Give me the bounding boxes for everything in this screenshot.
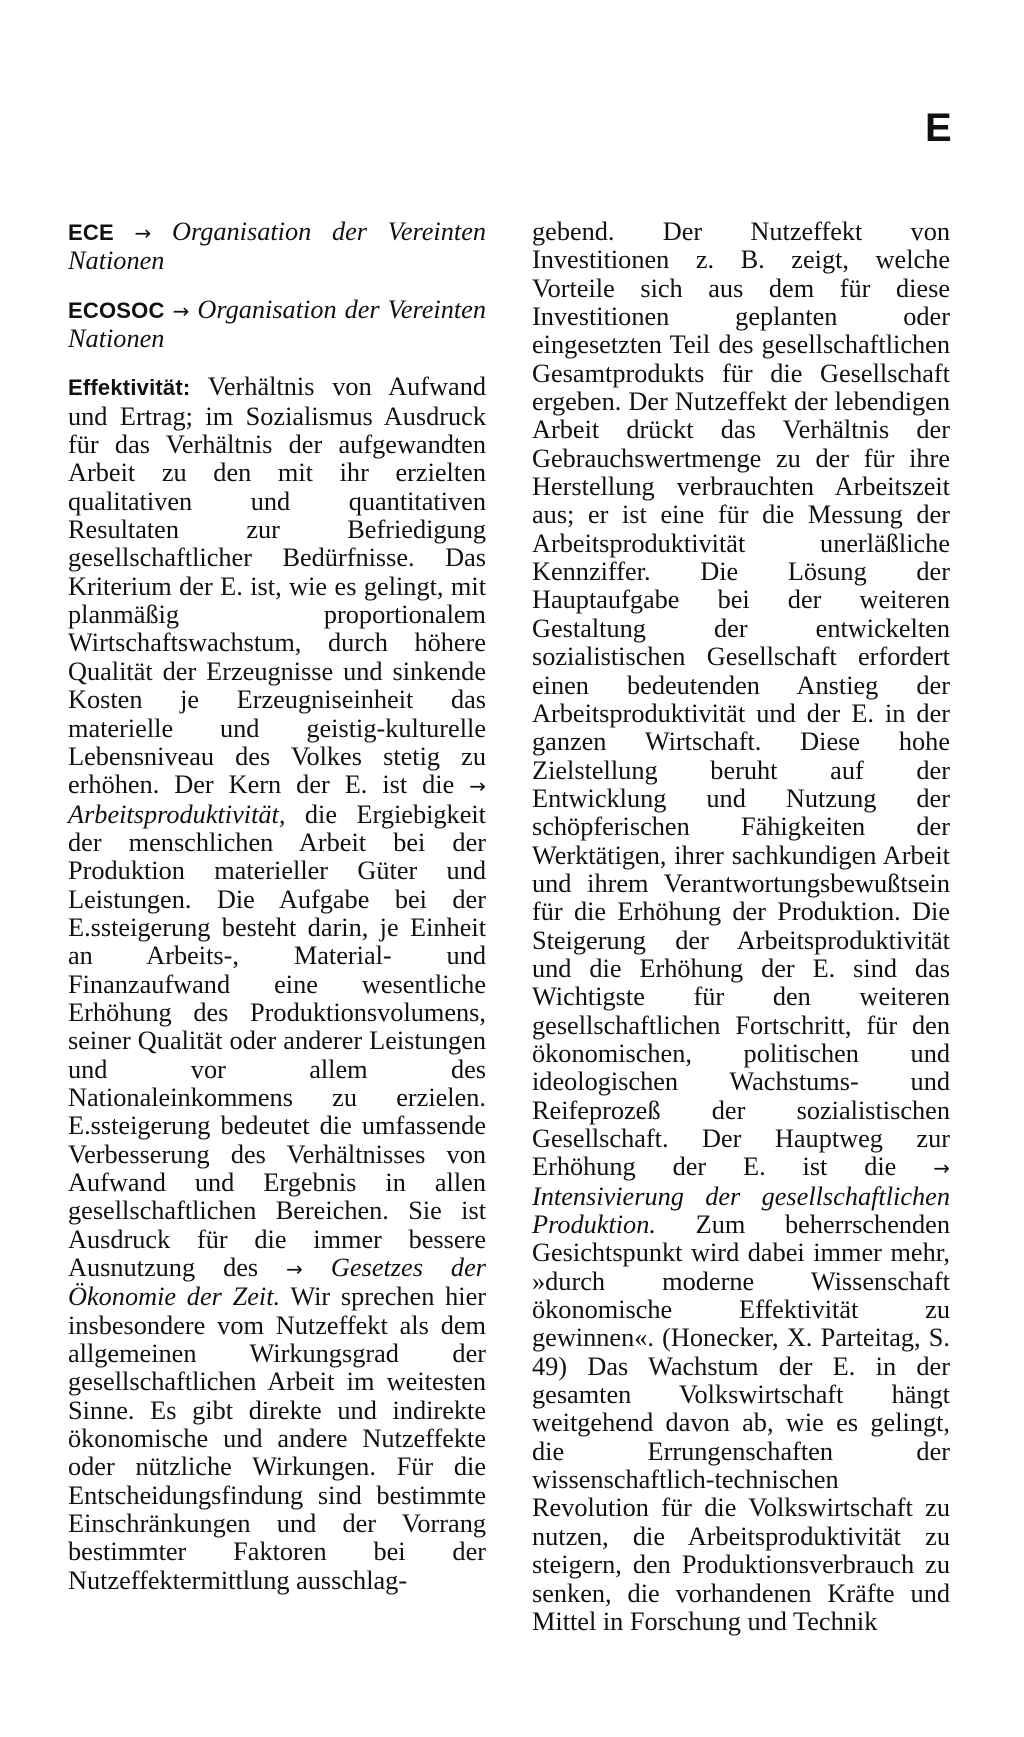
cross-reference[interactable]: Arbeitsproduktivität, bbox=[68, 799, 286, 829]
arrow-icon: → bbox=[286, 1257, 303, 1282]
arrow-icon: → bbox=[469, 774, 487, 799]
section-letter: E bbox=[925, 106, 952, 150]
entry-text: Verhältnis von Aufwand und Ertrag; im Sozialismus Ausdruck für das Verhältnis der aufgewandten Arbeit zu den mit ihr erzielten qualitativen und quantitativen Resultaten zur Befriedigung gesellschaftlicher Bedürfnisse. Das Kriterium der E. ist, wie es gelingt, mit planmäßig proportionalem Wirtschaftswachstum, durch höhere Qualität der Erzeugnisse und sinkende Kosten je Erzeugniseinheit das materielle und geistig-kulturelle Lebensniveau des Volkes stetig zu erhöhen. Der Kern der E. ist die bbox=[68, 372, 486, 800]
entry-text: Wir sprechen hier insbesondere vom Nutzeffekt als dem allgemeinen Wirkungsgrad der gesellschaftlichen Arbeit im weitesten Sinne. Es gibt direkte und indirekte ökonomische und andere Nutzeffekte oder nützliche Wirkungen. Für die Entscheidungsfindung sind bestimmte Einschränkungen und der Vorrang bestimmter Faktoren bei der Nutzeffektermittlung ausschlag- bbox=[68, 1282, 486, 1595]
entry-text: die Ergiebigkeit der menschlichen Arbeit bei der Produktion materieller Güter und Leistungen. Die Aufgabe bei der E.ssteigerung besteht darin, je Einheit an Arbeits-, Material- und Finanzaufwand eine wesentliche Erhöhung des Produktionsvolumens, seiner Qualität oder anderer Leistungen und vor allem des Nationaleinkommens zu erzielen. E.ssteigerung bedeutet die umfassende Verbesserung des Verhältnisses von Aufwand und Ergebnis in allen gesellschaftlichen Bereichen. Sie ist Ausdruck für die immer bessere Ausnutzung des bbox=[68, 799, 486, 1283]
entry-text: Zum beherrschenden Gesichtspunkt wird dabei immer mehr, »durch moderne Wissenschaft ökonomische Effektivität zu gewinnen«. (Honecker, X. Parteitag, S. 49) Das Wachstum der E. in der gesamten Volkswirtschaft hängt weitgehend davon ab, wie es gelingt, die Errungenschaften der wissenschaftlich-technischen Revolution für die Volkswirtschaft zu nutzen, die Arbeitsproduktivität zu steigern, den Produktionsverbrauch zu senken, die vorhandenen Kräfte und Mittel in Forschung und Technik bbox=[532, 1210, 950, 1636]
cross-reference[interactable]: Organisation der Vereinten Nationen bbox=[68, 217, 487, 276]
entry-continuation bbox=[532, 218, 950, 1636]
entry-term: Effektivität: bbox=[68, 375, 191, 401]
entry-text: gebend. Der Nutzeffekt von Investitionen z. B. zeigt, welche Vorteile sich aus dem für diese Investitionen geplanten oder eingesetzten Teil des gesellschaftlichen Gesamtprodukts für die Gesellschaft ergeben. Der Nutzeffekt der lebendigen Arbeit drückt das Verhältnis der Gebrauchswertmenge zu der für ihre Herstellung verbrauchten Arbeitszeit aus; er ist eine für die Messung der Arbeitsproduktivität unerläßliche Kennziffer. Die Lösung der Hauptaufgabe bei der weiteren Gestaltung der entwickelten sozialistischen Gesellschaft erfordert einen bedeutenden Anstieg der Arbeitsproduktivität und der E. in der ganzen Wirtschaft. Diese hohe Zielstellung beruht auf der Entwicklung und Nutzung der schöpferischen Fähigkeiten der Werktätigen, ihrer sachkundigen Arbeit und ihrem Verantwortungsbewußtsein für die Erhöhung der Produktion. Die Steigerung der Arbeitsproduktivität und die Erhöhung der E. sind das Wichtigste für den weiteren gesellschaftlichen Fortschritt, für den ökonomischen, politischen und ideologischen Wachstums- und Reifeprozeß der sozialistischen Gesellschaft. Der Hauptweg zur Erhöhung der E. ist die bbox=[532, 217, 950, 1182]
entry-ece bbox=[68, 218, 486, 276]
left-column bbox=[68, 218, 486, 1615]
cross-reference[interactable]: Organisation der Vereinten Nationen bbox=[68, 294, 486, 354]
entry-effektivitaet bbox=[68, 373, 486, 1595]
entry-term: ECE bbox=[68, 220, 114, 245]
arrow-icon: → bbox=[134, 221, 152, 245]
arrow-icon: → bbox=[172, 298, 190, 323]
cross-reference[interactable]: Gesetzes der Ökonomie der Zeit. bbox=[68, 1253, 486, 1312]
right-column bbox=[532, 218, 950, 1636]
arrow-icon: → bbox=[933, 1156, 950, 1181]
cross-reference[interactable]: Intensivierung der gesellschaftlichen Produktion. bbox=[532, 1181, 950, 1240]
entry-term: ECOSOC bbox=[68, 297, 165, 323]
entry-ecosoc bbox=[68, 296, 486, 354]
